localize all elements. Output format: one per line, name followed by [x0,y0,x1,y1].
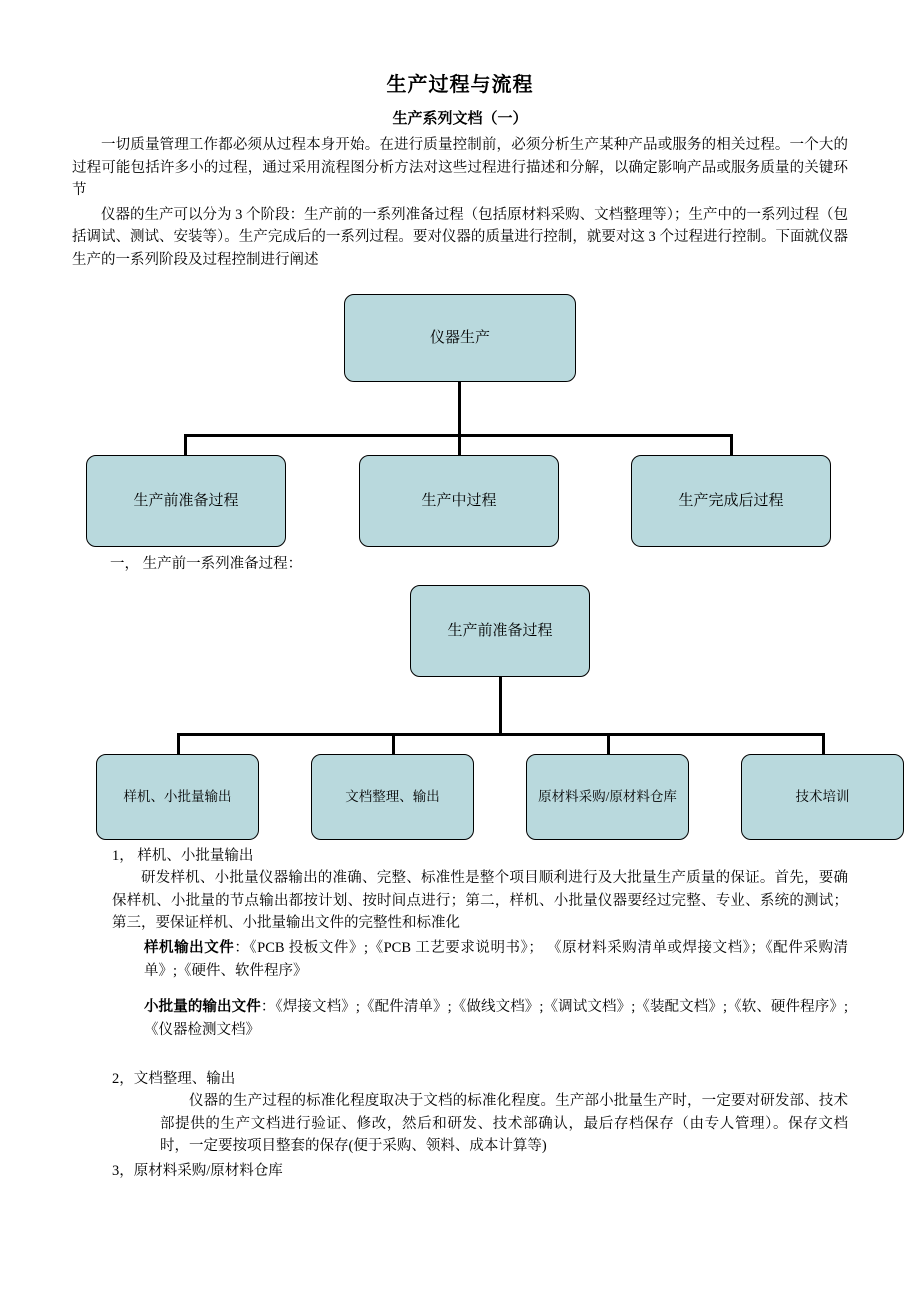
item-1-sub-label-2: 小批量的输出文件 [144,999,261,1016]
flowchart2-child-node-3 [526,754,689,840]
flowchart2-child-label-1: 样机、小批量输出 [123,788,232,804]
flowchart-preproduction [72,577,848,845]
flowchart-production-overview [72,294,848,552]
intro-paragraph-2: 仪器的生产可以分为 3 个阶段：生产前的一系列准备过程（包括原材料采购、文档整理等）；生产中的一系列过程（包括调试、测试、安装等）。生产完成后的一系列过程。要对仪器的质量进行控制，就要对这 3 个过程进行控制。下面就仪器生产的一系列阶段及过程控制进行阐述 [72,206,848,269]
page-subtitle: 生产系列文档（一） [392,111,528,127]
item-1-heading: 1， 样机、小批量输出 [112,847,254,864]
flowchart1-stem [458,382,461,434]
flowchart1-root-label: 仪器生产 [429,329,490,346]
flowchart2-child-label-3: 原材料采购/原材料仓库 [538,788,677,804]
flowchart1-drop-3 [730,434,733,456]
item-2-heading: 2，文档整理、输出 [112,1070,236,1087]
flowchart1-child-label-3: 生产完成后过程 [678,492,784,509]
flowchart1-drop-1 [184,434,187,456]
flowchart2-child-label-2: 文档整理、输出 [345,788,440,804]
flowchart2-drop-4 [822,733,825,755]
flowchart2-root-label: 生产前准备过程 [447,622,553,639]
flowchart2-drop-2 [392,733,395,755]
flowchart2-child-label-4: 技术培训 [795,788,850,804]
item-1-sub-body-2: ：《焊接文档》;《配件清单》;《做线文档》;《调试文档》;《装配文档》;《软、硬件程序》;《仪器检测文档》 [144,999,848,1038]
flowchart2-drop-1 [177,733,180,755]
flowchart1-child-node-3 [631,455,831,547]
item-1-sub-body-1: ：《PCB 投板文件》;《PCB 工艺要求说明书》； 《原材料采购清单或焊接文档》；《配件采购清单》;《硬件、软件程序》 [144,940,849,979]
page-title: 生产过程与流程 [386,74,534,96]
flowchart2-drop-3 [607,733,610,755]
flowchart1-child-node-1 [86,455,286,547]
flowchart2-root-node [410,585,590,677]
flowchart1-child-label-1: 生产前准备过程 [133,492,239,509]
flowchart2-child-node-4 [741,754,904,840]
flowchart1-drop-2 [458,434,461,456]
item-1-body: 研发样机、小批量仪器输出的准确、完整、标准性是整个项目顺利进行及大批量生产质量的保证。首先，要确保样机、小批量的节点输出都按计划、按时间点进行；第二，样机、小批量仪器要经过完整、专业、系统的测试；第三，要保证样机、小批量输出文件的完整性和标准化 [112,870,848,932]
flowchart1-child-node-2 [359,455,559,547]
item-1-sub-2 [72,996,848,1041]
item-1-sub-1 [72,937,848,982]
section-one-label: 一， 生产前一系列准备过程： [110,555,303,572]
item-2-body: 仪器的生产过程的标准化程度取决于文档的标准化程度。生产部小批量生产时，一定要对研发部、技术部提供的生产文档进行验证、修改，然后和研发、技术部确认，最后存档保存（由专人管理）。保存文档时，一定要按项目整套的保存(便于采购、领料、成本计算等) [160,1093,848,1155]
flowchart1-root-node [344,294,576,382]
item-1-sub-label-1: 样机输出文件 [144,940,235,957]
intro-paragraph-1: 一切质量管理工作都必须从过程本身开始。在进行质量控制前，必须分析生产某种产品或服务的相关过程。一个大的过程可能包括许多小的过程，通过采用流程图分析方法对这些过程进行描述和分解，以确定影响产品或服务质量的关键环节 [72,137,848,199]
flowchart2-stem [499,677,502,733]
flowchart2-child-node-2 [311,754,474,840]
flowchart2-bus [177,733,822,736]
flowchart2-child-node-1 [96,754,259,840]
flowchart1-child-label-2: 生产中过程 [421,492,497,509]
item-3-heading: 3，原材料采购/原材料仓库 [112,1162,283,1179]
